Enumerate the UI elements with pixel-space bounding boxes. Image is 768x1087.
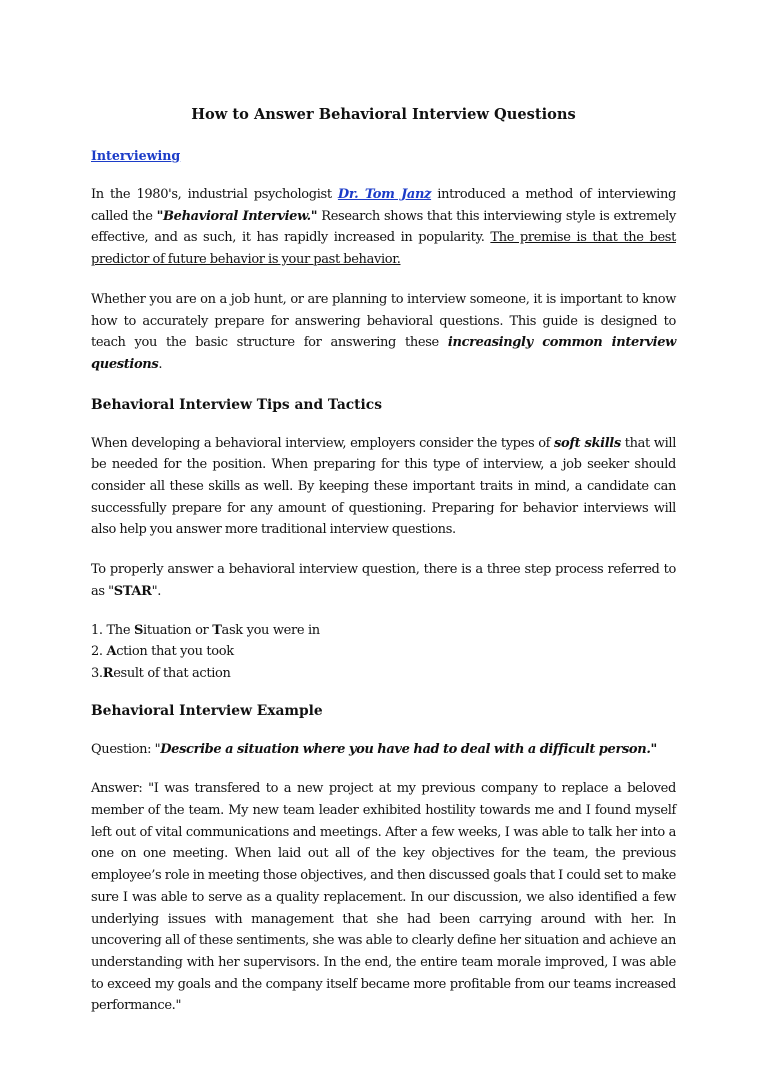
step-text: esult of that action [113,665,231,681]
step-prefix: 1. The [91,622,134,638]
intro-paragraph [91,184,676,271]
intro-text-2: introduced a method of interviewing called the [91,187,676,224]
step-prefix: 3. [91,665,103,681]
document-page [91,104,676,1035]
step-letter-r: R [102,665,114,681]
guide-text-2: . [158,356,163,372]
behavioral-interview-term: "Behavioral Interview." [156,208,318,224]
intro-text-3: Research shows that this interviewing style is extremely effective, and as such, it has rapidly increased in popularity. [91,208,676,246]
star-step-action [91,641,676,663]
question-text: Describe a situation where you have had to deal with a difficult person." [160,741,657,757]
guide-paragraph [91,289,676,376]
guide-text-1: Whether you are on a job hunt, or are planning to interview someone, it is important to know how to accurately prepare for answering behavioral questions. This guide is designed to teach you the basic structure for answering these [91,291,676,351]
soft-skills-emphasis: soft skills [554,435,621,451]
common-questions-emphasis: increasingly common interview questions [91,335,677,372]
star-text-1: To properly answer a behavioral interview question, there is a three step process referred to as " [91,562,676,599]
tips-text-2: that will be needed for the position. When preparing for this type of interview, a job seeker should consider all these skills as well. By keeping these important traits in mind, a candidate can successfully prepare for any amount of questioning. Preparing for behavior interviews will also help you answer more traditional interview questions. [91,435,676,538]
star-steps-list [91,620,676,685]
step-text: ask you were in [221,622,320,638]
interviewing-link[interactable]: Interviewing [91,148,181,163]
step-text: ituation or [143,622,213,638]
star-step-result [91,663,676,685]
star-step-situation-task [91,620,676,642]
question-paragraph [91,739,676,761]
question-label: Question: " [91,741,161,757]
answer-paragraph: Answer: "I was transfered to a new project at my previous company to replace a beloved member of the team. My new team leader exhibited hostility towards me and I found myself left out of vital communications and meetings. After a few weeks, I was able to talk her into a one on one meeting. When laid out all of the key objectives for the team, the previous employee’s role in meeting those objectives, and then discussed goals that I could set to make sure I was able to serve as a quality replacement. In our discussion, we also identified a few underlying issues with management that she had been carrying around with her. In uncovering all of these sentiments, she was able to clearly define her situation and achieve an understanding with her supervisors. In the end, the entire team morale improved, I was able to exceed my goals and the company itself became more profitable from our teams increased performance." [91,781,676,1014]
page-title: How to Answer Behavioral Interview Questions [191,106,576,123]
tips-heading: Behavioral Interview Tips and Tactics [91,396,382,413]
star-text-2: ". [151,583,161,599]
tips-paragraph [91,433,676,542]
example-heading: Behavioral Interview Example [91,702,323,719]
step-letter-s: S [133,622,144,638]
step-letter-t: T [212,622,222,638]
premise-sentence: The premise is that the best predictor of future behavior is your past behavior. [91,230,676,268]
author-link[interactable]: Dr. Tom Janz [337,187,432,202]
intro-text-1: In the 1980's, industrial psychologist [91,187,338,202]
star-acronym: STAR [113,583,152,599]
tips-text-1: When developing a behavioral interview, employers consider the types of [91,435,555,451]
star-paragraph [91,559,676,602]
step-prefix: 2. [91,644,107,660]
step-letter-a: A [106,644,117,660]
step-text: ction that you took [116,644,234,660]
